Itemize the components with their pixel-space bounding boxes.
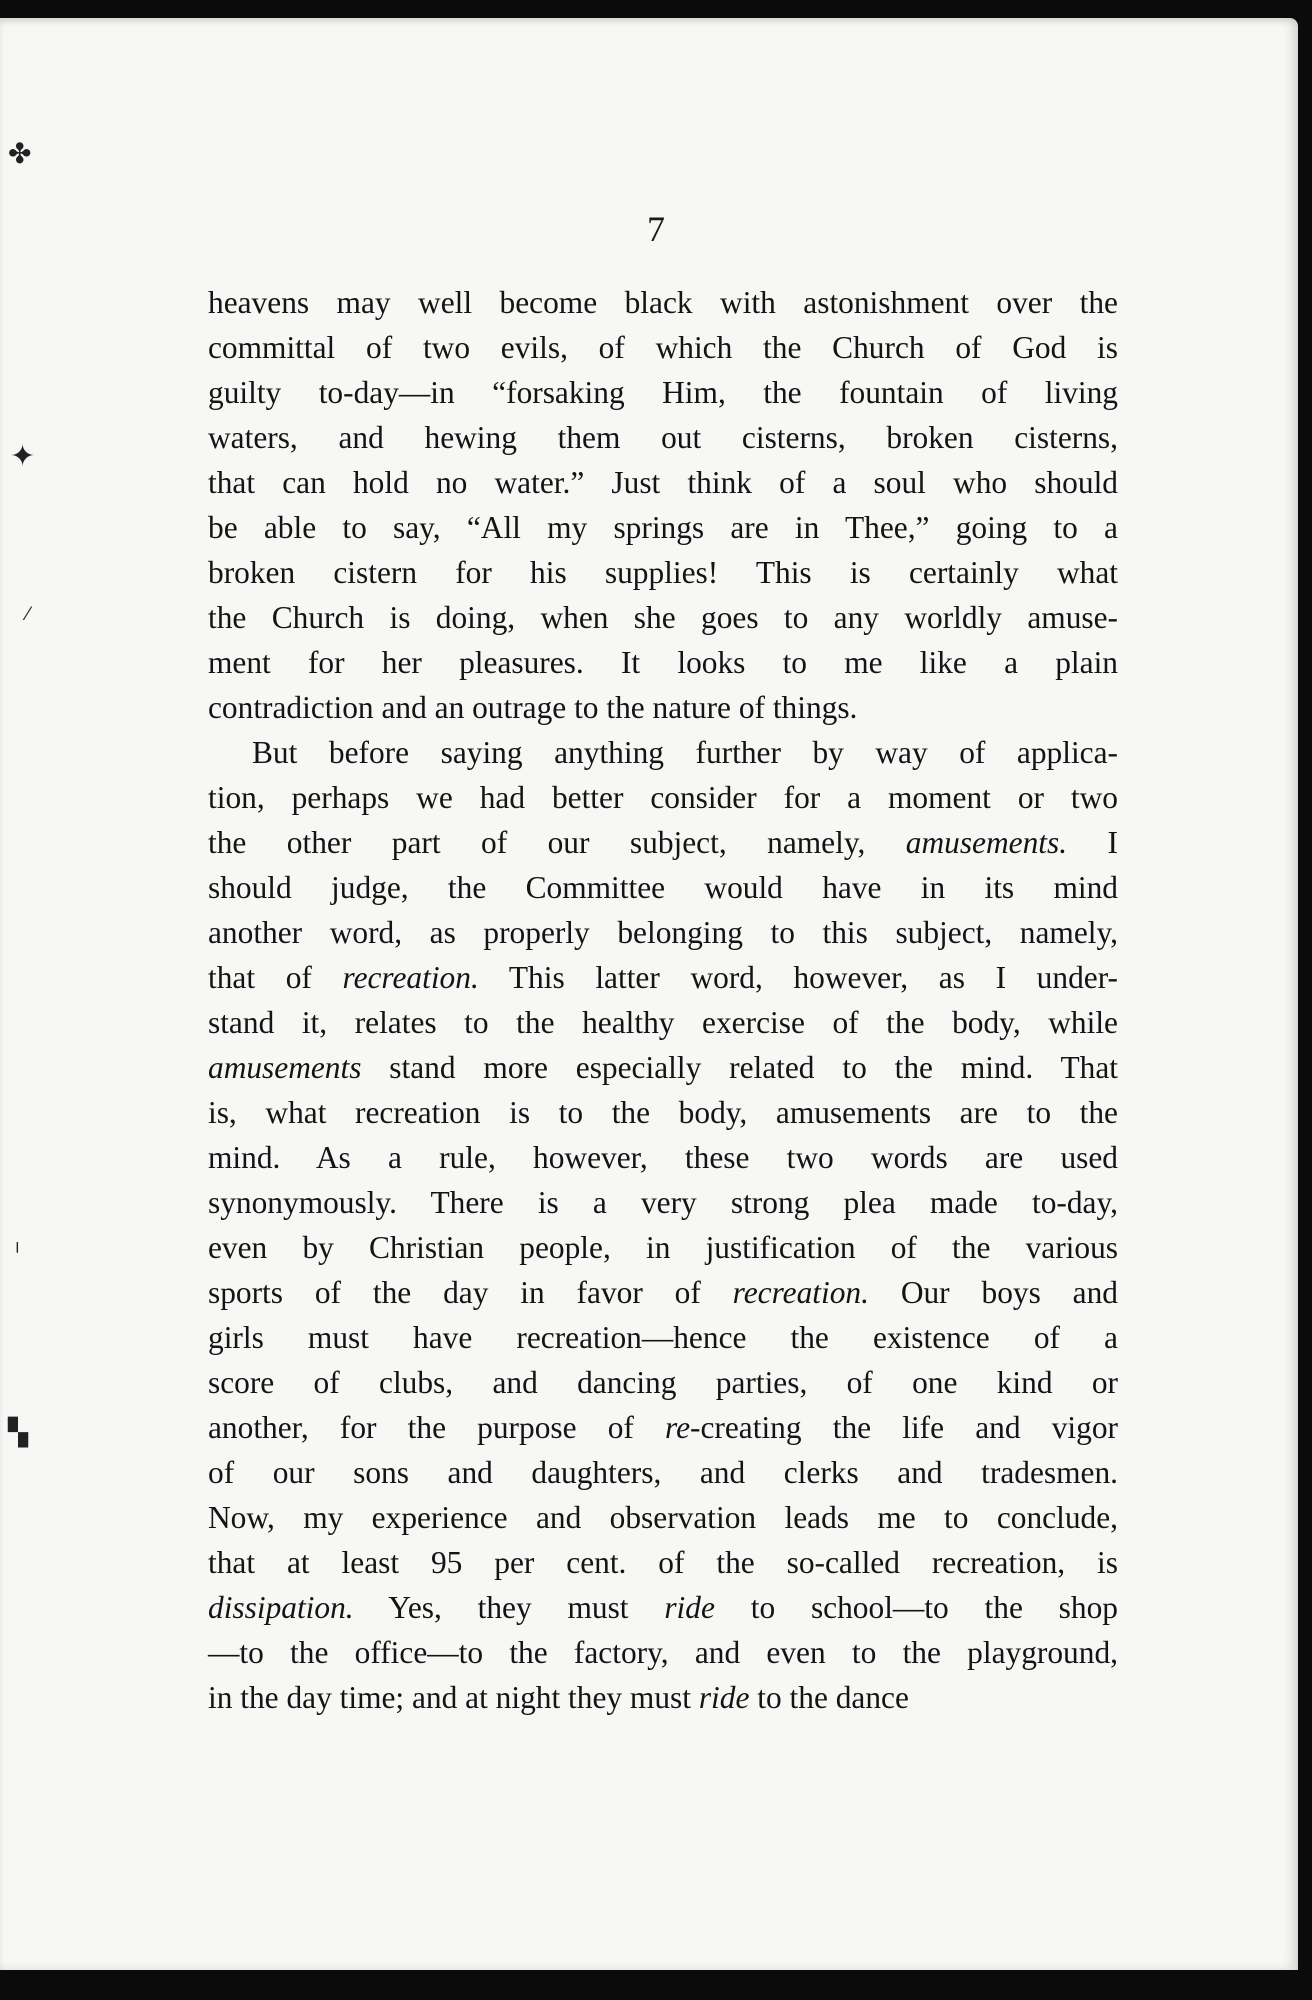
- text-run: in the day time; and at night they must: [208, 1680, 699, 1715]
- text-run: I: [1067, 825, 1118, 860]
- italic-text: ride: [664, 1590, 715, 1625]
- text-line: heavens may well become black with astonishment over the: [208, 285, 1118, 320]
- text-line: But before saying anything further by way of applica-: [252, 735, 1118, 770]
- margin-mark-icon: ✦: [10, 439, 36, 474]
- text-line: synonymously. There is a very strong plea made to-day,: [208, 1185, 1118, 1220]
- italic-text: dissipation.: [208, 1590, 354, 1625]
- margin-mark-icon: ⁄: [26, 604, 30, 625]
- text-line: broken cistern for his supplies! This is certainly what: [208, 555, 1118, 590]
- margin-mark-icon: ╵: [12, 1243, 23, 1264]
- text-line: mind. As a rule, however, these two words are used: [208, 1140, 1118, 1175]
- text-line: should judge, the Committee would have in its mind: [208, 870, 1118, 905]
- text-line: the Church is doing, when she goes to any worldly amuse-: [208, 600, 1118, 635]
- text-run: Our boys and: [868, 1275, 1118, 1310]
- text-run: This latter word, however, as I under-: [478, 960, 1118, 995]
- text-line: [208, 1045, 1118, 1090]
- text-line: another word, as properly belonging to this subject, namely,: [208, 915, 1118, 950]
- text-line: contradiction and an outrage to the nature of things.: [208, 690, 858, 725]
- text-line: —to the office—to the factory, and even to the playground,: [208, 1635, 1118, 1670]
- italic-text: ride: [698, 1680, 750, 1715]
- margin-mark-icon: ▚: [8, 1418, 28, 1448]
- margin-mark-icon: ✤: [8, 137, 32, 170]
- text-run: sports of the day in favor of: [208, 1275, 733, 1310]
- text-line: be able to say, “All my springs are in Thee,” going to a: [208, 510, 1118, 545]
- text-run: Yes, they must: [353, 1590, 665, 1625]
- text-line: [208, 1675, 1118, 1720]
- text-line: ment for her pleasures. It looks to me like a plain: [208, 645, 1118, 680]
- text-line: guilty to-day—in “forsaking Him, the fountain of living: [208, 375, 1118, 410]
- italic-text: re-: [665, 1410, 701, 1445]
- text-line: tion, perhaps we had better consider for a moment or two: [208, 780, 1118, 815]
- text-run: another, for the purpose of: [208, 1410, 666, 1445]
- text-line: that can hold no water.” Just think of a soul who should: [208, 465, 1118, 500]
- text-line: [208, 1585, 1118, 1630]
- italic-text: recreation.: [732, 1275, 869, 1310]
- text-line: stand it, relates to the healthy exercise of the body, while: [208, 1005, 1118, 1040]
- text-line: [208, 955, 1118, 1000]
- text-line: that at least 95 per cent. of the so-called recreation, is: [208, 1545, 1118, 1580]
- italic-text: amusements: [208, 1050, 362, 1085]
- text-run: stand more especially related to the mind. That: [361, 1050, 1118, 1085]
- text-run: the other part of our subject, namely,: [208, 825, 906, 860]
- text-run: creating the life and vigor: [700, 1410, 1118, 1445]
- text-run: to school—to the shop: [714, 1590, 1118, 1625]
- text-line: committal of two evils, of which the Church of God is: [208, 330, 1118, 365]
- text-run: that of: [208, 960, 343, 995]
- text-line: [208, 1405, 1118, 1450]
- text-line: [208, 820, 1118, 865]
- italic-text: amusements.: [905, 825, 1068, 860]
- text-line: is, what recreation is to the body, amusements are to the: [208, 1095, 1118, 1130]
- text-line: Now, my experience and observation leads me to conclude,: [208, 1500, 1118, 1535]
- page-number: 7: [647, 209, 665, 249]
- text-line: girls must have recreation—hence the existence of a: [208, 1320, 1118, 1355]
- text-line: [208, 1270, 1118, 1315]
- text-line: even by Christian people, in justification of the various: [208, 1230, 1118, 1265]
- text-run: to the dance: [749, 1680, 909, 1715]
- italic-text: recreation.: [342, 960, 479, 995]
- text-line: of our sons and daughters, and clerks and tradesmen.: [208, 1455, 1118, 1490]
- body-text: [208, 280, 1118, 1720]
- text-line: score of clubs, and dancing parties, of one kind or: [208, 1365, 1118, 1400]
- text-line: waters, and hewing them out cisterns, broken cisterns,: [208, 420, 1118, 455]
